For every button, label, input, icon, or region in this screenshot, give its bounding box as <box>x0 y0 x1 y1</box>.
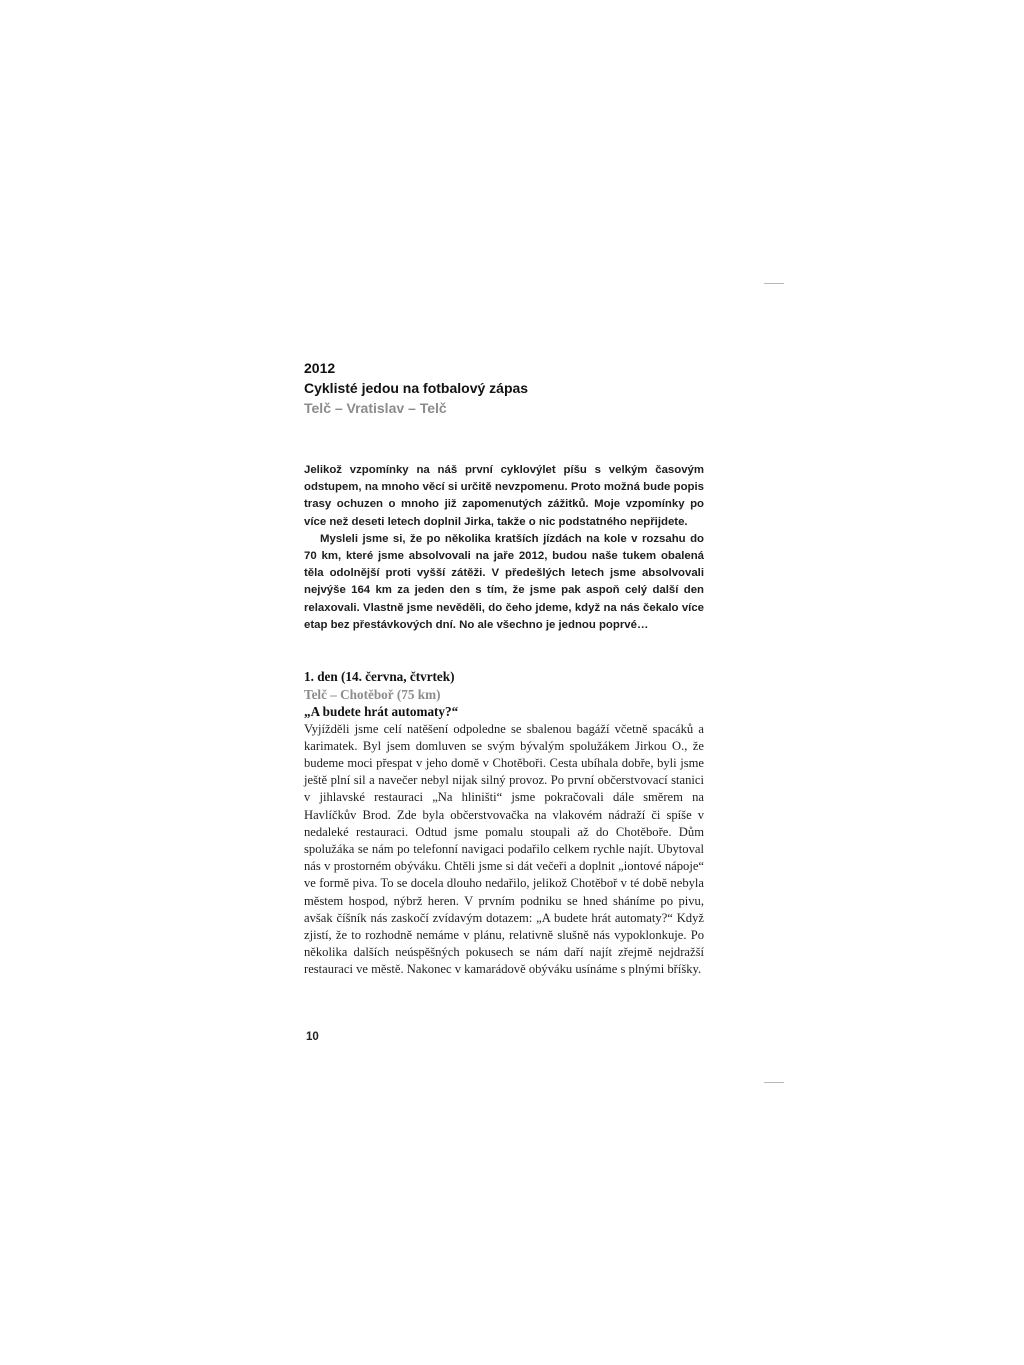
day-body-text: Vyjížděli jsme celí natěšení odpoledne se sbalenou bagáží včetně spacáků a karimatek. Byl jsem domluven se svým bývalým spolužákem Jirkou O., že budeme moci přespat v jeho domě v Chotěboři. Cesta ubíhala dobře, byli jsme ještě plní sil a navečer nebyl nijak silný provoz. Po první občerstvovací stanici v jihlavské restauraci „Na hliništi“ jsme pokračovali dále směrem na Havlíčkův Brod. Zde byla občerstvovačka na vlakovém nádraží či spíše v nedaleké restauraci. Odtud jsme pomalu stoupali až do Chotěboře. Dům spolužáka se nám po telefonní navigaci podařilo celkem rychle najít. Ubytoval nás v prostorném obýváku. Chtěli jsme si dát večeři a doplnit „iontové nápoje“ ve formě piva. To se docela dlouho nedařilo, jelikož Chotěboř v té době nebyla městem hospod, nýbrž heren. V prvním podniku se hned sháníme po pivu, avšak číšník nás zaskočí zvídavým dotazem: „A budete hrát automaty?“ Když zjistí, že to rozhodně nemáme v plánu, relativně slušně nás vypoklonkuje. Po několika dalších neúspěšných pokusech se nám daří najít zřejmě nejdražší restauraci ve městě. Nakonec v kamarádově obýváku usínáme s plnými bříšky. <box>304 721 704 977</box>
day-heading: 1. den (14. června, čtvrtek) <box>304 669 455 684</box>
day-subheading: „A budete hrát automaty?“ <box>304 704 459 719</box>
intro-paragraph: Mysleli jsme si, že po několika kratších jízdách na kole v rozsahu do 70 km, které jsme absolvovali na jaře 2012, budou naše tukem obalená těla odolnější proti vyšší zátěži. V předešlých letech jsme absolvovali nejvýše 164 km za jeden den s tím, že jsme pak aspoň celý další den relaxovali. Vlastně jsme nevěděli, do čeho jdeme, když na nás čekalo více etap bez přestávkových dní. No ale všechno je jednou poprvé… <box>304 532 704 631</box>
chapter-title: Cyklisté jedou na fotbalový zápas <box>304 380 529 396</box>
crop-mark-top <box>764 283 784 284</box>
day-route: Telč – Chotěboř (75 km) <box>304 686 441 702</box>
day-section <box>304 668 704 979</box>
chapter-header <box>304 358 704 418</box>
intro-paragraph: Jelikož vzpomínky na náš první cyklovýlet píšu s velkým časovým odstupem, na mnoho věcí si určitě nevzpomenu. Proto možná bude popis trasy ochuzen o mnoho již zapomenutých zážitků. Moje vzpomínky po více než deseti letech doplnil Jirka, takže o nic podstatného nepřijdete. <box>304 464 704 528</box>
intro-section <box>304 462 704 634</box>
page-number: 10 <box>306 1031 319 1043</box>
crop-mark-bottom <box>764 1082 784 1083</box>
chapter-year: 2012 <box>304 360 336 376</box>
chapter-route: Telč – Vratislav – Telč <box>304 400 447 416</box>
